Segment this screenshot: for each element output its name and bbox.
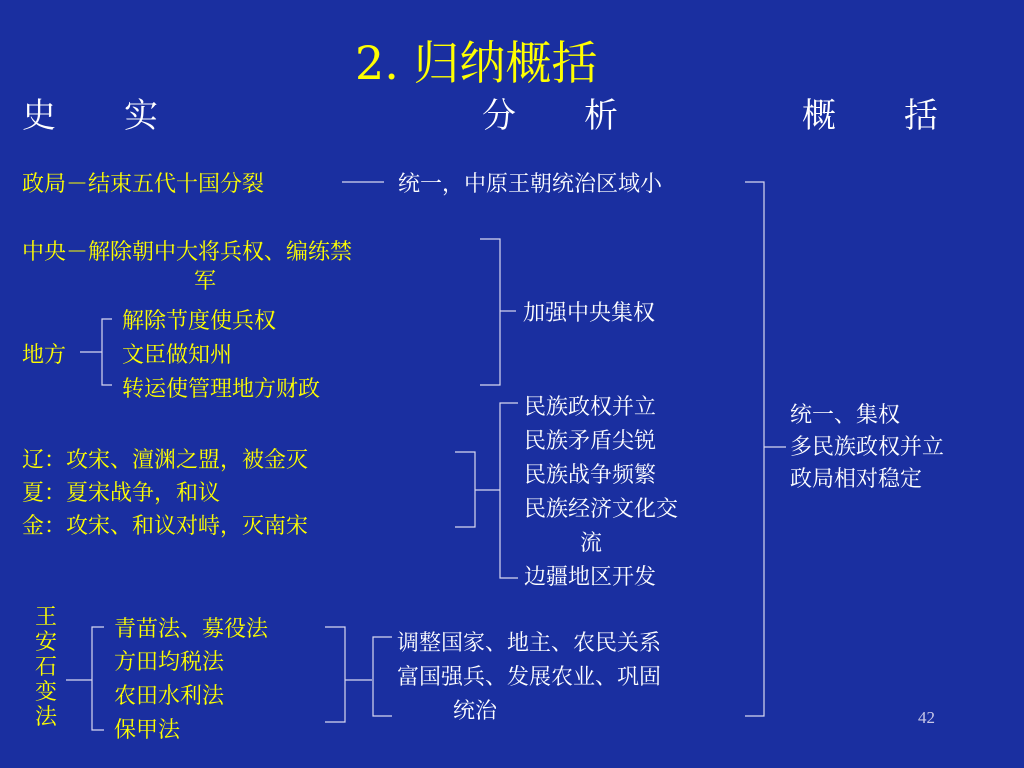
- reform-analysis-line3: 统治: [453, 699, 498, 724]
- reform-label: 王安石变法: [34, 605, 57, 730]
- regime-jin: 金：攻宋、和议对峙，灭南宋: [22, 514, 309, 539]
- reform-items-bracket: [92, 627, 104, 730]
- summary-item: 统一、集权: [790, 403, 901, 428]
- local-bracket: [102, 319, 112, 385]
- page-number: 42: [918, 708, 935, 727]
- central-fact-line2: 军: [194, 269, 217, 294]
- ethnic-analysis-item: 民族政权并立: [524, 395, 657, 420]
- centralization-analysis: 加强中央集权: [523, 301, 656, 326]
- local-label: 地方: [22, 343, 67, 368]
- politics-analysis: 统一，中原王朝统治区域小: [398, 172, 663, 197]
- ethnic-analysis-item: 民族战争频繁: [524, 463, 657, 488]
- reform-item: 保甲法: [114, 718, 181, 743]
- reform-item: 青苗法、募役法: [114, 617, 269, 642]
- local-item: 转运使管理地方财政: [122, 377, 321, 402]
- reform-item: 农田水利法: [114, 684, 225, 709]
- politics-fact: 政局－结束五代十国分裂: [22, 172, 265, 197]
- reform-analysis-line2: 富国强兵、发展农业、巩固: [397, 665, 662, 690]
- ethnic-analysis-item: 流: [580, 531, 603, 556]
- ethnic-bracket: [500, 403, 518, 578]
- reform-analysis-line1: 调整国家、地主、农民关系: [397, 631, 662, 656]
- ethnic-analysis-item: 民族经济文化交: [524, 497, 679, 522]
- header-summary: 概 括: [802, 96, 938, 136]
- slide-title: 2. 归纳概括: [355, 36, 598, 90]
- regime-liao: 辽：攻宋、澶渊之盟，被金灭: [22, 448, 309, 473]
- local-item: 文臣做知州: [122, 343, 233, 368]
- central-fact-line1: 中央－解除朝中大将兵权、编练禁: [22, 240, 353, 265]
- local-item: 解除节度使兵权: [122, 309, 277, 334]
- summary-bracket: [745, 182, 764, 716]
- reform-item: 方田均税法: [114, 650, 225, 675]
- summary-item: 多民族政权并立: [790, 435, 945, 460]
- header-analysis: 分 析: [482, 96, 618, 136]
- centralization-bracket: [480, 239, 500, 385]
- reform-analysis-left-bracket: [373, 637, 392, 716]
- summary-item: 政局相对稳定: [790, 467, 923, 492]
- ethnic-analysis-item: 边疆地区开发: [524, 565, 657, 590]
- header-facts: 史 实: [22, 96, 158, 136]
- regime-xia: 夏：夏宋战争，和议: [22, 481, 221, 506]
- reform-analysis-bracket: [325, 627, 345, 722]
- regimes-bracket: [455, 452, 475, 527]
- ethnic-analysis-item: 民族矛盾尖锐: [524, 429, 657, 454]
